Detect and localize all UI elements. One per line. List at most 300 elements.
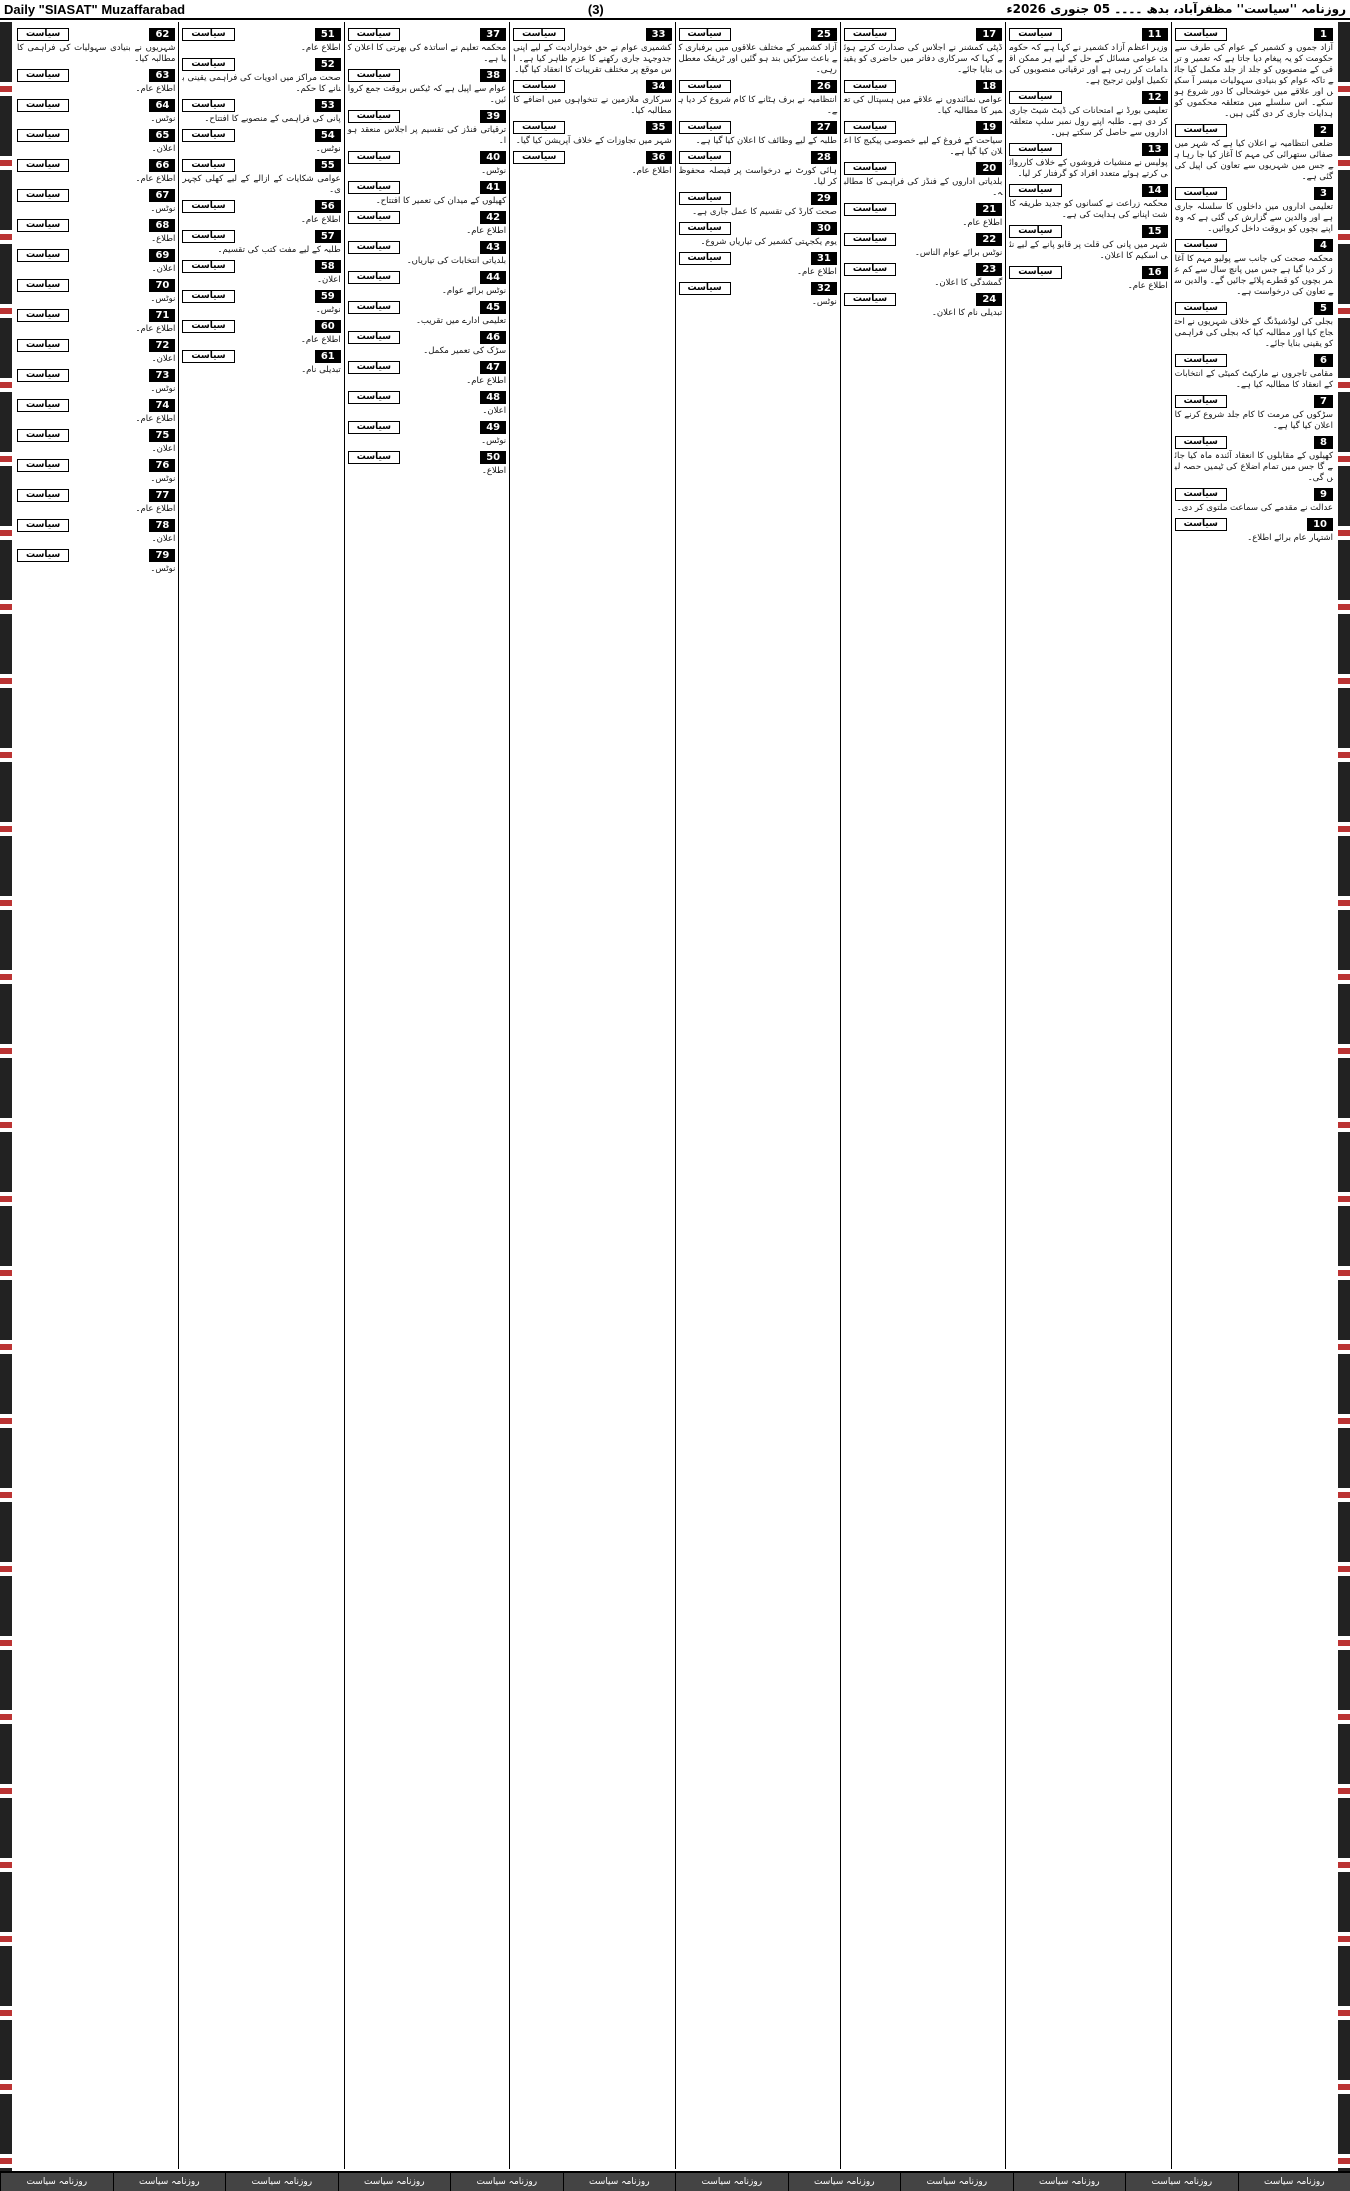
item-text: اطلاع عام۔ (796, 267, 837, 277)
brand-label: سیاست (1175, 239, 1227, 252)
item-heading (17, 158, 175, 172)
item-text: کھیلوں کے میدان کی تعمیر کا افتتاح۔ (375, 196, 507, 206)
item-heading (17, 458, 175, 472)
brand-label: سیاست (182, 129, 234, 142)
item-number: 5 (1314, 302, 1333, 315)
item-number: 57 (315, 230, 341, 243)
brand-label: سیاست (182, 320, 234, 333)
item-number: 31 (811, 252, 837, 265)
brand-label: سیاست (348, 181, 400, 194)
item-text: ہائی کورٹ نے درخواست پر فیصلہ محفوظ کر لیا۔ (678, 166, 837, 187)
item-heading (182, 319, 340, 333)
column-4 (675, 22, 840, 2169)
item-text: اعلان۔ (151, 354, 176, 364)
item-text: ترقیاتی فنڈز کی تقسیم پر اجلاس منعقد ہوا۔ (347, 125, 507, 146)
item-number: 20 (976, 162, 1002, 175)
footer-segment: روزنامہ سیاست (675, 2173, 788, 2191)
item-number: 56 (315, 200, 341, 213)
item-heading (17, 548, 175, 562)
item-text: شہریوں نے بنیادی سہولیات کی فراہمی کا مطالبہ کیا۔ (17, 43, 176, 64)
item-text: سرکاری ملازمین نے تنخواہوں میں اضافے کا مطالبہ کیا۔ (513, 95, 672, 116)
item-number: 2 (1314, 124, 1333, 137)
item-text: اطلاع۔ (481, 466, 507, 476)
item-heading (182, 289, 340, 303)
item-heading (679, 221, 837, 235)
item-number: 9 (1314, 488, 1333, 501)
column-7 (178, 22, 343, 2169)
item-heading (844, 202, 1002, 216)
footer-segment: روزنامہ سیاست (225, 2173, 338, 2191)
item-number: 72 (149, 339, 175, 352)
brand-label: سیاست (348, 421, 400, 434)
item-heading (513, 150, 671, 164)
item-heading (1175, 301, 1333, 315)
brand-label: سیاست (17, 429, 69, 442)
brand-label: سیاست (348, 211, 400, 224)
item-heading (1009, 142, 1167, 156)
brand-label: سیاست (844, 203, 896, 216)
item-number: 45 (480, 301, 506, 314)
item-heading (182, 57, 340, 71)
item-heading (348, 27, 506, 41)
item-heading (17, 218, 175, 232)
brand-label: سیاست (844, 293, 896, 306)
item-text: اعلان۔ (482, 406, 507, 416)
item-number: 67 (149, 189, 175, 202)
footer-segment: روزنامہ سیاست (0, 2173, 113, 2191)
item-heading (348, 210, 506, 224)
item-text: نوٹس۔ (315, 144, 341, 154)
item-number: 63 (149, 69, 175, 82)
brand-label: سیاست (17, 159, 69, 172)
item-text: اطلاع عام۔ (135, 84, 176, 94)
brand-label: سیاست (182, 230, 234, 243)
brand-label: سیاست (348, 28, 400, 41)
brand-label: سیاست (844, 80, 896, 93)
item-text: اطلاع عام۔ (631, 166, 672, 176)
item-text: ڈپٹی کمشنر نے اجلاس کی صدارت کرتے ہوئے کہا کہ سرکاری دفاتر میں حاضری کو یقینی بنایا جائے۔ (843, 43, 1003, 75)
brand-label: سیاست (844, 263, 896, 276)
item-number: 21 (976, 203, 1002, 216)
item-text: انتظامیہ نے برف ہٹانے کا کام شروع کر دیا ہے۔ (678, 95, 837, 116)
item-number: 52 (315, 58, 341, 71)
item-text: نوٹس۔ (150, 384, 176, 394)
item-heading (1009, 90, 1167, 104)
item-text: نوٹس۔ (481, 166, 507, 176)
item-number: 47 (480, 361, 506, 374)
right-border-strip (1338, 22, 1350, 2191)
item-number: 55 (315, 159, 341, 172)
item-heading (679, 191, 837, 205)
item-number: 77 (149, 489, 175, 502)
item-number: 7 (1314, 395, 1333, 408)
item-number: 27 (811, 121, 837, 134)
item-number: 70 (149, 279, 175, 292)
item-number: 34 (646, 80, 672, 93)
brand-label: سیاست (1175, 395, 1227, 408)
item-heading (17, 278, 175, 292)
brand-label: سیاست (1175, 488, 1227, 501)
brand-label: سیاست (1009, 266, 1061, 279)
brand-label: سیاست (348, 241, 400, 254)
item-text: نوٹس۔ (150, 114, 176, 124)
item-heading (182, 98, 340, 112)
brand-label: سیاست (679, 222, 731, 235)
item-number: 24 (976, 293, 1002, 306)
footer-segment: روزنامہ سیاست (1125, 2173, 1238, 2191)
item-text: اطلاع عام۔ (1127, 281, 1168, 291)
item-heading (182, 158, 340, 172)
item-text: اطلاع عام۔ (135, 504, 176, 514)
item-number: 35 (646, 121, 672, 134)
brand-label: سیاست (182, 58, 234, 71)
item-number: 49 (480, 421, 506, 434)
brand-label: سیاست (17, 309, 69, 322)
item-heading (844, 27, 1002, 41)
item-number: 36 (646, 151, 672, 164)
brand-label: سیاست (17, 249, 69, 262)
item-number: 22 (976, 233, 1002, 246)
item-text: پانی کی فراہمی کے منصوبے کا افتتاح۔ (204, 114, 341, 124)
brand-label: سیاست (17, 489, 69, 502)
item-text: عدالت نے مقدمے کی سماعت ملتوی کر دی۔ (1176, 503, 1333, 513)
item-number: 51 (315, 28, 341, 41)
item-number: 64 (149, 99, 175, 112)
item-heading (1009, 265, 1167, 279)
brand-label: سیاست (348, 151, 400, 164)
item-text: صحت مراکز میں ادویات کی فراہمی یقینی بنانے کا حکم۔ (182, 73, 341, 94)
item-heading (1175, 435, 1333, 449)
item-heading (348, 150, 506, 164)
footer-segment: روزنامہ سیاست (1013, 2173, 1126, 2191)
item-heading (513, 79, 671, 93)
item-number: 40 (480, 151, 506, 164)
item-number: 62 (149, 28, 175, 41)
item-heading (844, 79, 1002, 93)
item-heading (679, 120, 837, 134)
item-heading (1175, 27, 1333, 41)
brand-label: سیاست (513, 121, 565, 134)
newspaper-page (14, 22, 1336, 2169)
item-number: 69 (149, 249, 175, 262)
item-heading (17, 398, 175, 412)
item-heading (1009, 27, 1167, 41)
item-number: 48 (480, 391, 506, 404)
item-heading (1175, 238, 1333, 252)
brand-label: سیاست (182, 200, 234, 213)
item-text: اطلاع عام۔ (300, 43, 341, 53)
brand-label: سیاست (17, 129, 69, 142)
item-number: 53 (315, 99, 341, 112)
item-text: نوٹس۔ (150, 294, 176, 304)
brand-label: سیاست (679, 121, 731, 134)
item-text: اعلان۔ (151, 144, 176, 154)
item-heading (348, 390, 506, 404)
item-heading (844, 161, 1002, 175)
item-heading (17, 308, 175, 322)
item-text: اطلاع عام۔ (962, 218, 1003, 228)
item-number: 29 (811, 192, 837, 205)
item-number: 38 (480, 69, 506, 82)
item-number: 39 (480, 110, 506, 123)
column-3 (840, 22, 1005, 2169)
brand-label: سیاست (679, 28, 731, 41)
footer-segment: روزنامہ سیاست (1238, 2173, 1350, 2191)
brand-label: سیاست (17, 189, 69, 202)
item-heading (348, 109, 506, 123)
column-6 (344, 22, 509, 2169)
item-heading (1175, 353, 1333, 367)
footer-segment: روزنامہ سیاست (900, 2173, 1013, 2191)
item-number: 17 (976, 28, 1002, 41)
left-border-strip (0, 22, 12, 2191)
brand-label: سیاست (1009, 225, 1061, 238)
item-text: عوامی شکایات کے ازالے کے لیے کھلی کچہری۔ (182, 174, 341, 195)
item-number: 44 (480, 271, 506, 284)
item-heading (1175, 517, 1333, 531)
item-heading (17, 188, 175, 202)
item-heading (17, 428, 175, 442)
brand-label: سیاست (17, 459, 69, 472)
item-heading (348, 330, 506, 344)
item-number: 61 (315, 350, 341, 363)
item-number: 25 (811, 28, 837, 41)
item-text: اطلاع عام۔ (466, 376, 507, 386)
footer-segment: روزنامہ سیاست (450, 2173, 563, 2191)
brand-label: سیاست (844, 162, 896, 175)
item-heading (513, 27, 671, 41)
footer-segment: روزنامہ سیاست (113, 2173, 226, 2191)
item-heading (348, 420, 506, 434)
item-number: 19 (976, 121, 1002, 134)
item-heading (844, 292, 1002, 306)
item-number: 3 (1314, 187, 1333, 200)
item-heading (17, 68, 175, 82)
brand-label: سیاست (348, 301, 400, 314)
brand-label: سیاست (182, 350, 234, 363)
brand-label: سیاست (1175, 28, 1227, 41)
item-text: اطلاع عام۔ (135, 174, 176, 184)
item-text: اطلاع۔ (151, 234, 176, 244)
item-number: 75 (149, 429, 175, 442)
item-heading (348, 360, 506, 374)
item-number: 54 (315, 129, 341, 142)
item-text: اشتہار عام برائے اطلاع۔ (1247, 533, 1333, 543)
item-text: آزاد کشمیر کے مختلف علاقوں میں برفباری کے باعث سڑکیں بند ہو گئیں اور ٹریفک معطل رہی۔ (678, 43, 837, 75)
item-heading (1175, 394, 1333, 408)
item-text: اعلان۔ (151, 444, 176, 454)
footer-segment: روزنامہ سیاست (788, 2173, 901, 2191)
brand-label: سیاست (182, 28, 234, 41)
brand-label: سیاست (17, 219, 69, 232)
item-text: صحت کارڈ کی تقسیم کا عمل جاری ہے۔ (692, 207, 837, 217)
item-number: 78 (149, 519, 175, 532)
brand-label: سیاست (17, 369, 69, 382)
brand-label: سیاست (17, 549, 69, 562)
item-heading (1009, 224, 1167, 238)
item-heading (182, 229, 340, 243)
item-text: عوامی نمائندوں نے علاقے میں ہسپتال کی تعمیر کا مطالبہ کیا۔ (843, 95, 1003, 116)
item-heading (844, 232, 1002, 246)
footer-segment: روزنامہ سیاست (338, 2173, 451, 2191)
item-number: 4 (1314, 239, 1333, 252)
item-heading (182, 349, 340, 363)
item-number: 59 (315, 290, 341, 303)
item-heading (17, 368, 175, 382)
item-number: 65 (149, 129, 175, 142)
item-text: کشمیری عوام نے حق خودارادیت کے لیے اپنی جدوجہد جاری رکھنے کا عزم ظاہر کیا ہے۔ اس موقع پر مختلف تقریبات کا انعقاد کیا گیا۔ (513, 43, 672, 75)
brand-label: سیاست (1175, 354, 1227, 367)
item-text: وزیر اعظم آزاد کشمیر نے کہا ہے کہ حکومت عوامی مسائل کے حل کے لیے ہر ممکن اقدامات کر رہی ہے اور ترقیاتی منصوبوں کی تکمیل اولین ترجیح ہے۔ (1009, 43, 1168, 86)
item-text: طلبہ کے لیے وظائف کا اعلان کیا گیا ہے۔ (695, 136, 837, 146)
brand-label: سیاست (348, 271, 400, 284)
brand-label: سیاست (1175, 187, 1227, 200)
brand-label: سیاست (17, 339, 69, 352)
item-text: اطلاع عام۔ (466, 226, 507, 236)
item-number: 33 (646, 28, 672, 41)
item-text: اطلاع عام۔ (135, 414, 176, 424)
item-heading (348, 180, 506, 194)
item-heading (17, 338, 175, 352)
column-5 (509, 22, 674, 2169)
item-heading (348, 450, 506, 464)
brand-label: سیاست (182, 99, 234, 112)
brand-label: سیاست (1175, 436, 1227, 449)
item-number: 12 (1142, 91, 1168, 104)
item-heading (348, 68, 506, 82)
item-number: 76 (149, 459, 175, 472)
item-text: بجلی کی لوڈشیڈنگ کے خلاف شہریوں نے احتجاج کیا اور مطالبہ کیا کہ بجلی کی فراہمی کو یقینی بنایا جائے۔ (1174, 317, 1333, 349)
item-text: یوم یکجہتی کشمیر کی تیاریاں شروع۔ (700, 237, 837, 247)
item-text: اعلان۔ (151, 264, 176, 274)
item-text: تبدیلی نام کا اعلان۔ (931, 308, 1003, 318)
item-text: نوٹس۔ (150, 474, 176, 484)
item-number: 14 (1142, 184, 1168, 197)
item-text: اطلاع عام۔ (300, 335, 341, 345)
item-number: 43 (480, 241, 506, 254)
item-heading (679, 27, 837, 41)
brand-label: سیاست (1175, 302, 1227, 315)
item-number: 68 (149, 219, 175, 232)
item-number: 28 (811, 151, 837, 164)
brand-label: سیاست (513, 80, 565, 93)
item-number: 46 (480, 331, 506, 344)
item-text: تعلیمی بورڈ نے امتحانات کی ڈیٹ شیٹ جاری کر دی ہے۔ طلبہ اپنے رول نمبر سلپ متعلقہ اداروں سے حاصل کر سکتے ہیں۔ (1009, 106, 1168, 138)
item-text: اعلان۔ (317, 275, 341, 285)
brand-label: سیاست (679, 80, 731, 93)
item-text: تعلیمی اداروں میں داخلوں کا سلسلہ جاری ہے اور والدین سے گزارش کی گئی ہے کہ وہ اپنے بچوں کو بروقت داخل کروائیں۔ (1174, 202, 1333, 234)
item-text: اعلان۔ (151, 534, 176, 544)
item-text: پولیس نے منشیات فروشوں کے خلاف کارروائی کرتے ہوئے متعدد افراد کو گرفتار کر لیا۔ (1009, 158, 1168, 179)
item-text: شہر میں پانی کی قلت پر قابو پانے کے لیے نئی اسکیم کا اعلان۔ (1009, 240, 1168, 261)
item-number: 8 (1314, 436, 1333, 449)
item-heading (1175, 487, 1333, 501)
brand-label: سیاست (679, 151, 731, 164)
item-number: 18 (976, 80, 1002, 93)
item-text: کھیلوں کے مقابلوں کا انعقاد آئندہ ماہ کیا جائے گا جس میں تمام اضلاع کی ٹیمیں حصہ لیں گی۔ (1174, 451, 1333, 483)
column-8 (14, 22, 178, 2169)
item-text: اطلاع عام۔ (300, 215, 341, 225)
item-text: نوٹس برائے عوام۔ (441, 286, 507, 296)
item-number: 10 (1307, 518, 1333, 531)
brand-label: سیاست (182, 290, 234, 303)
item-text: اطلاع عام۔ (135, 324, 176, 334)
item-text: محکمہ صحت کی جانب سے پولیو مہم کا آغاز کر دیا گیا ہے جس میں پانچ سال سے کم عمر بچوں کو قطرے پلائے جائیں گے۔ والدین سے تعاون کی درخواست ہے۔ (1174, 254, 1333, 297)
item-number: 73 (149, 369, 175, 382)
brand-label: سیاست (348, 451, 400, 464)
brand-label: سیاست (348, 331, 400, 344)
item-text: محکمہ تعلیم نے اساتذہ کی بھرتی کا اعلان کیا ہے۔ (347, 43, 507, 64)
brand-label: سیاست (1009, 143, 1061, 156)
brand-label: سیاست (844, 121, 896, 134)
brand-label: سیاست (513, 28, 565, 41)
item-text: گمشدگی کا اعلان۔ (934, 278, 1003, 288)
item-heading (844, 262, 1002, 276)
brand-label: سیاست (348, 110, 400, 123)
item-heading (1009, 183, 1167, 197)
item-heading (17, 488, 175, 502)
item-number: 13 (1142, 143, 1168, 156)
item-text: سڑکوں کی مرمت کا کام جلد شروع کرنے کا اعلان کیا گیا ہے۔ (1174, 410, 1333, 431)
item-number: 58 (315, 260, 341, 273)
brand-label: سیاست (348, 361, 400, 374)
item-text: بلدیاتی اداروں کے فنڈز کی فراہمی کا مطالبہ۔ (843, 177, 1003, 198)
item-text: نوٹس برائے عوام الناس۔ (914, 248, 1003, 258)
item-heading (844, 120, 1002, 134)
brand-label: سیاست (513, 151, 565, 164)
item-heading (17, 518, 175, 532)
column-1 (1171, 22, 1336, 2169)
item-text: تعلیمی ادارے میں تقریب۔ (415, 316, 507, 326)
item-heading (17, 128, 175, 142)
masthead-urdu: روزنامہ ''سیاست'' مظفرآباد، بدھ ۔۔۔۔ 05 جنوری 2026ء (1006, 2, 1346, 16)
item-text: آزاد جموں و کشمیر کے عوام کی طرف سے حکومت کو یہ پیغام دیا جاتا ہے کہ تعمیر و ترقی کے منصوبوں کو جلد از جلد مکمل کیا جائے تاکہ عوام کو بنیادی سہولیات میسر آ سکیں اور علاقے میں خوشحالی کا دور شروع ہو سکے۔ اس سلسلے میں متعلقہ محکموں کو ہدایات جاری کر دی گئی ہیں۔ (1174, 43, 1333, 119)
item-number: 37 (480, 28, 506, 41)
brand-label: سیاست (17, 279, 69, 292)
item-heading (182, 259, 340, 273)
page-footer (0, 2171, 1350, 2191)
item-heading (679, 150, 837, 164)
item-text: نوٹس۔ (811, 297, 837, 307)
item-heading (17, 248, 175, 262)
item-heading (348, 240, 506, 254)
item-number: 1 (1314, 28, 1333, 41)
brand-label: سیاست (17, 519, 69, 532)
brand-label: سیاست (844, 233, 896, 246)
item-number: 11 (1142, 28, 1168, 41)
item-heading (182, 27, 340, 41)
column-2 (1005, 22, 1170, 2169)
item-text: بلدیاتی انتخابات کی تیاریاں۔ (406, 256, 507, 266)
item-text: سڑک کی تعمیر مکمل۔ (423, 346, 507, 356)
item-heading (182, 128, 340, 142)
footer-segment: روزنامہ سیاست (563, 2173, 676, 2191)
item-heading (513, 120, 671, 134)
brand-label: سیاست (17, 99, 69, 112)
item-text: نوٹس۔ (150, 564, 176, 574)
item-number: 41 (480, 181, 506, 194)
item-text: شہر میں تجاوزات کے خلاف آپریشن کیا گیا۔ (515, 136, 672, 146)
item-text: نوٹس۔ (481, 436, 507, 446)
item-heading (1175, 123, 1333, 137)
item-number: 66 (149, 159, 175, 172)
item-number: 16 (1142, 266, 1168, 279)
item-text: مقامی تاجروں نے مارکیٹ کمیٹی کے انتخابات کے انعقاد کا مطالبہ کیا ہے۔ (1174, 369, 1333, 390)
brand-label: سیاست (679, 192, 731, 205)
brand-label: سیاست (1175, 518, 1227, 531)
page-number: (3) (587, 1, 604, 17)
brand-label: سیاست (17, 28, 69, 41)
